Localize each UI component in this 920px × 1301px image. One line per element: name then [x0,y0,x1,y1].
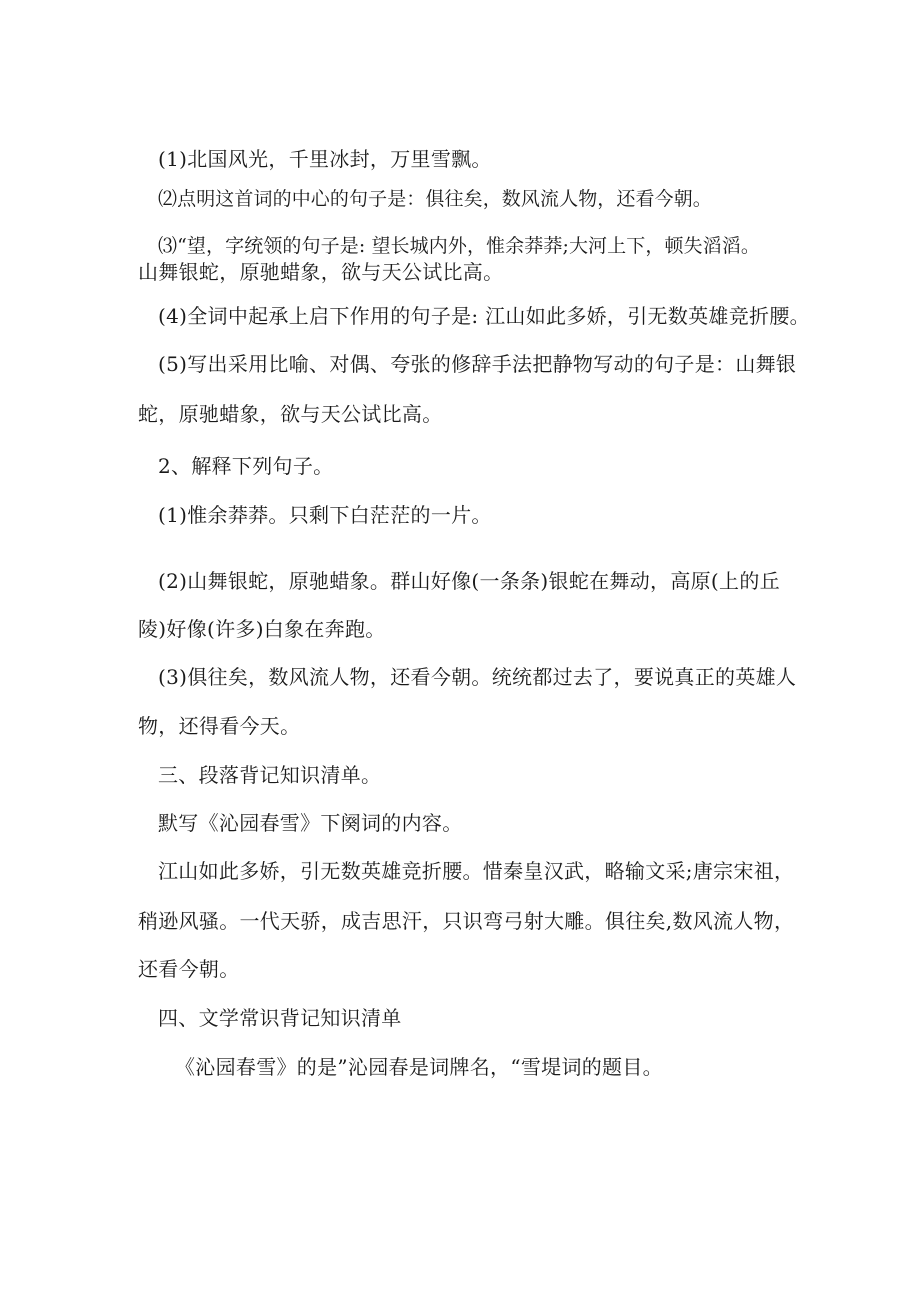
poem-line-1: 江山如此多娇，引无数英雄竞折腰。惜秦皇汉武，略输文采;唐宗宋祖， [158,859,795,883]
answer-5-line-2: 蛇，原驰蜡象，欲与天公试比高。 [138,402,443,426]
section-3-heading: 三、段落背记知识清单。 [158,763,382,787]
explain-3-line-1: (3)俱往矣，数风流人物，还看今朝。统统都过去了，要说真正的英雄人 [158,665,797,689]
dictation-instruction: 默写《沁园春雪》下阕词的内容。 [158,811,463,835]
answer-3-line-2: 山舞银蛇，原驰蜡象，欲与天公试比高。 [138,260,504,284]
poem-line-3: 还看今朝。 [138,957,240,981]
answer-1-line: (1)北国风光，千里冰封，万里雪飘。 [158,147,492,171]
answer-4-line: (4)全词中起承上启下作用的句子是: 江山如此多娇，引无数英雄竞折腰。 [158,304,810,328]
explain-2-line-1: (2)山舞银蛇，原驰蜡象。群山好像(一条条)银蛇在舞动，高原(上的丘 [158,569,780,593]
section-2-heading: 2、解释下列句子。 [158,454,334,478]
answer-3-line-1: ⑶“望，字统领的句子是: 望长城内外，惟余莽莽;大河上下，顿失滔滔。 [158,235,760,257]
section-4-heading: 四、文学常识背记知识清单 [158,1006,402,1030]
explain-3-line-2: 物，还得看今天。 [138,714,301,738]
literature-note: 《沁园春雪》的是”沁园春是词牌名，“雪堤词的题目。 [175,1055,663,1079]
answer-2-line: ⑵点明这首词的中心的句子是：俱往矣，数风流人物，还看今朝。 [158,188,712,210]
explain-1-line: (1)惟余莽莽。只剩下白茫茫的一片。 [158,503,492,527]
answer-5-line-1: (5)写出采用比喻、对偶、夸张的修辞手法把静物写动的句子是：山舞银 [158,352,797,376]
poem-line-2: 稍逊风骚。一代天骄，成吉思汗，只识弯弓射大雕。俱往矣,数风流人物， [138,909,795,933]
explain-2-line-2: 陵)好像(许多)白象在奔跑。 [138,617,386,641]
